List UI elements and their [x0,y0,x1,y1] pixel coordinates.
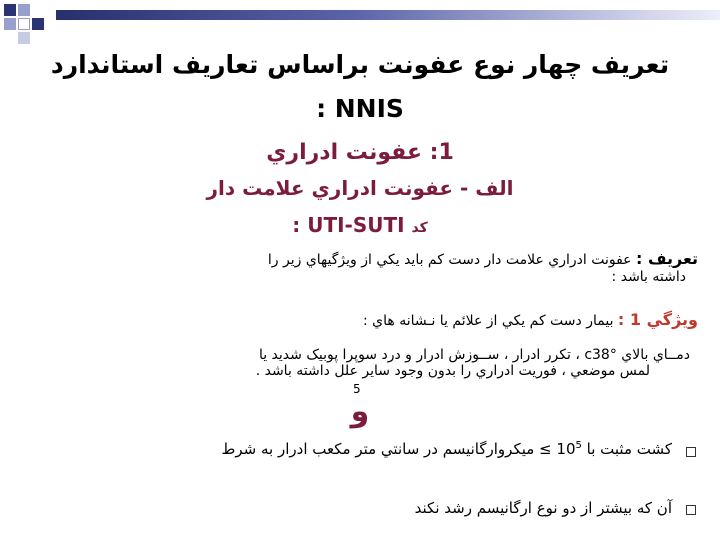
header-bar [56,10,720,20]
section-heading: 1: عفونت ادراري [266,140,454,165]
decor-square [18,32,30,44]
bullet-organism: آن که بيشتر از دو نوع ارگانيسم رشد نکند [414,499,672,517]
decor-square [4,18,16,30]
bullet-culture-exponent: 5 [575,440,582,451]
slide-title-line2: : NNIS [316,94,404,123]
definition-label: تعريف : [635,249,698,268]
definition-text: عفونت ادراري علامت دار دست کم بايد يکي از ويژگيهاي زير را [267,252,632,268]
symptoms-line2: لمس موضعي ، فوريت ادراري را بدون وجود ساير علل داشته باشد . [255,363,650,379]
code-value: UTI-SUTI : [292,213,405,237]
feature-label: ويژگي 1 : [617,310,698,329]
subsection-heading: الف - عفونت ادراري علامت دار [206,176,514,200]
slide-number: 5 [353,382,361,396]
decor-square [18,18,30,30]
bullet-culture-rest: ≥ ميکروارگانيسم در سانتي متر مکعب ادرار به شرط [221,440,552,458]
slide-title-line1: تعريف چهار نوع عفونت براساس تعاريف استاندارد [50,50,670,79]
definition-paragraph [58,250,698,286]
feature-text: بيمار دست کم يکي از علائم يا نـشانه هاي : [362,313,614,329]
symptoms-paragraph [20,347,690,379]
code-label: کد [411,220,428,236]
bullet-culture [52,440,672,458]
feature-paragraph [38,311,698,330]
symptoms-line1: دمــاي بالاي c38° ، تکرر ادرار ، ســوزش ادرار و درد سوپرا پوبيک شديد يا [258,347,690,363]
bullet-marker [686,447,696,457]
bullet-marker [686,505,696,515]
decor-square [32,18,44,30]
definition-text-cont: داشته باشد : [611,269,686,285]
conjunction-and: و [350,394,370,429]
code-heading [40,213,680,237]
bullet-culture-prefix: کشت مثبت با 10 [556,440,672,458]
decor-square [18,4,30,16]
decor-square [4,4,16,16]
